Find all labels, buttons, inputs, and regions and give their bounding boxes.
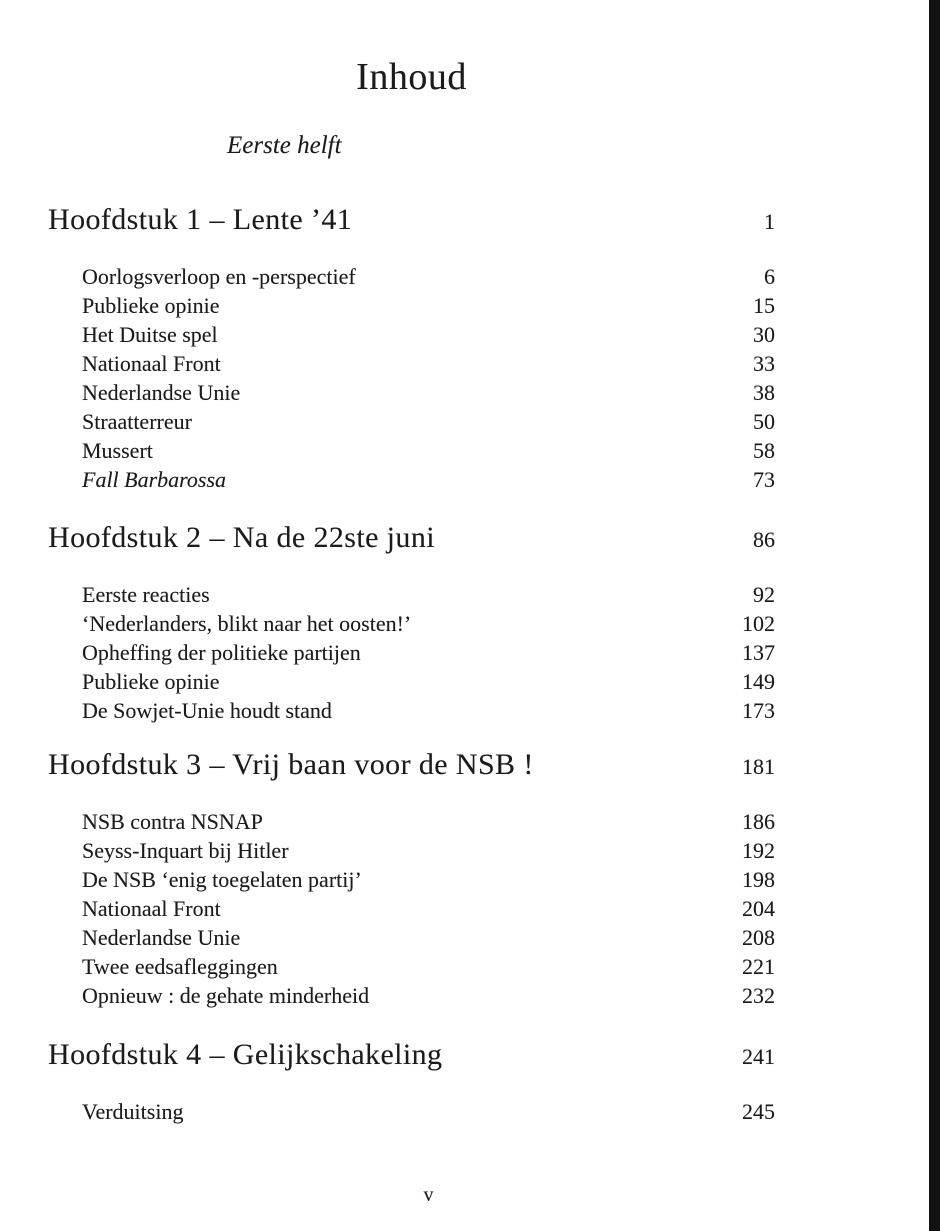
entry-page-number: 30 [753, 322, 775, 347]
toc-entry [82, 262, 775, 291]
toc-entry [82, 580, 775, 609]
entry-title: Nederlandse Unie [82, 925, 241, 950]
entry-page-number: 245 [742, 1099, 775, 1124]
entry-title: Mussert [82, 438, 153, 463]
page-title: Inhoud [356, 56, 467, 98]
entry-page-number: 221 [742, 954, 775, 979]
entry-page-number: 204 [742, 896, 775, 921]
entry-title: Twee eedsafleggingen [82, 954, 278, 979]
toc-entry [82, 836, 775, 865]
chapter-heading: Hoofdstuk 4 – Gelijkschakeling [48, 1038, 443, 1071]
entry-page-number: 6 [764, 264, 775, 289]
toc-entry [82, 952, 775, 981]
toc-entry [82, 436, 775, 465]
toc-entry [82, 1097, 775, 1126]
toc-entry [82, 894, 775, 923]
chapter-page-number: 1 [764, 209, 775, 234]
entry-page-number: 33 [753, 351, 775, 376]
chapter-page-number: 181 [742, 754, 775, 779]
entry-page-number: 149 [742, 669, 775, 694]
chapter-page-number: 241 [742, 1044, 775, 1069]
entry-page-number: 186 [742, 809, 775, 834]
entry-title: Nationaal Front [82, 351, 221, 376]
entry-title: Opheffing der politieke partijen [82, 640, 361, 665]
toc-entry [82, 609, 775, 638]
entry-page-number: 92 [753, 582, 775, 607]
chapter-3-section [48, 747, 775, 1010]
toc-entry [82, 638, 775, 667]
entry-title: Publieke opinie [82, 669, 220, 694]
toc-entry [82, 923, 775, 952]
toc-entry [82, 696, 775, 725]
entry-page-number: 208 [742, 925, 775, 950]
toc-entry [82, 378, 775, 407]
toc-entry [82, 465, 775, 494]
entry-title: Seyss-Inquart bij Hitler [82, 838, 289, 863]
toc-entry [82, 349, 775, 378]
chapter-entries [48, 580, 775, 725]
chapter-4-section [48, 1037, 775, 1126]
toc-entry [82, 320, 775, 349]
chapter-1-section [48, 202, 775, 494]
entry-title: Opnieuw : de gehate minderheid [82, 983, 370, 1008]
entry-title: Publieke opinie [82, 293, 220, 318]
chapter-heading: Hoofdstuk 1 – Lente ’41 [48, 203, 353, 236]
entry-title: De Sowjet-Unie houdt stand [82, 698, 332, 723]
chapter-page-number: 86 [753, 527, 775, 552]
toc-entry [82, 807, 775, 836]
entry-page-number: 137 [742, 640, 775, 665]
entry-title: Eerste reacties [82, 582, 210, 607]
entry-page-number: 102 [742, 611, 775, 636]
entry-page-number: 58 [753, 438, 775, 463]
entry-title: ‘Nederlanders, blikt naar het oosten!’ [82, 611, 412, 636]
entry-page-number: 73 [753, 467, 775, 492]
chapter-heading: Hoofdstuk 2 – Na de 22ste juni [48, 521, 435, 554]
entry-page-number: 173 [742, 698, 775, 723]
section-label: Eerste helft [227, 132, 342, 159]
entry-title: Straatterreur [82, 409, 192, 434]
entry-page-number: 232 [742, 983, 775, 1008]
toc-entry [82, 407, 775, 436]
entry-title: Nederlandse Unie [82, 380, 241, 405]
entry-title: Fall Barbarossa [82, 467, 227, 492]
chapter-entries [48, 1097, 775, 1126]
chapter-heading-row [48, 1037, 775, 1075]
scan-edge-bar [929, 0, 940, 1231]
entry-title: NSB contra NSNAP [82, 809, 263, 834]
entry-title: Verduitsing [82, 1099, 184, 1124]
toc-entry [82, 865, 775, 894]
toc-entry [82, 667, 775, 696]
toc-entry [82, 981, 775, 1010]
entry-page-number: 50 [753, 409, 775, 434]
entry-page-number: 198 [742, 867, 775, 892]
folio-page-number: v [423, 1184, 434, 1206]
chapter-entries [48, 262, 775, 494]
entry-page-number: 15 [753, 293, 775, 318]
entry-page-number: 38 [753, 380, 775, 405]
toc-entry [82, 291, 775, 320]
chapter-heading-row [48, 520, 775, 558]
entry-title: De NSB ‘enig toegelaten partij’ [82, 867, 362, 892]
chapter-heading-row [48, 202, 775, 240]
chapter-heading: Hoofdstuk 3 – Vrij baan voor de NSB ! [48, 748, 534, 781]
chapter-entries [48, 807, 775, 1010]
entry-title: Het Duitse spel [82, 322, 218, 347]
entry-title: Oorlogsverloop en -perspectief [82, 264, 356, 289]
entry-title: Nationaal Front [82, 896, 221, 921]
chapter-2-section [48, 520, 775, 725]
entry-page-number: 192 [742, 838, 775, 863]
chapter-heading-row [48, 747, 775, 785]
